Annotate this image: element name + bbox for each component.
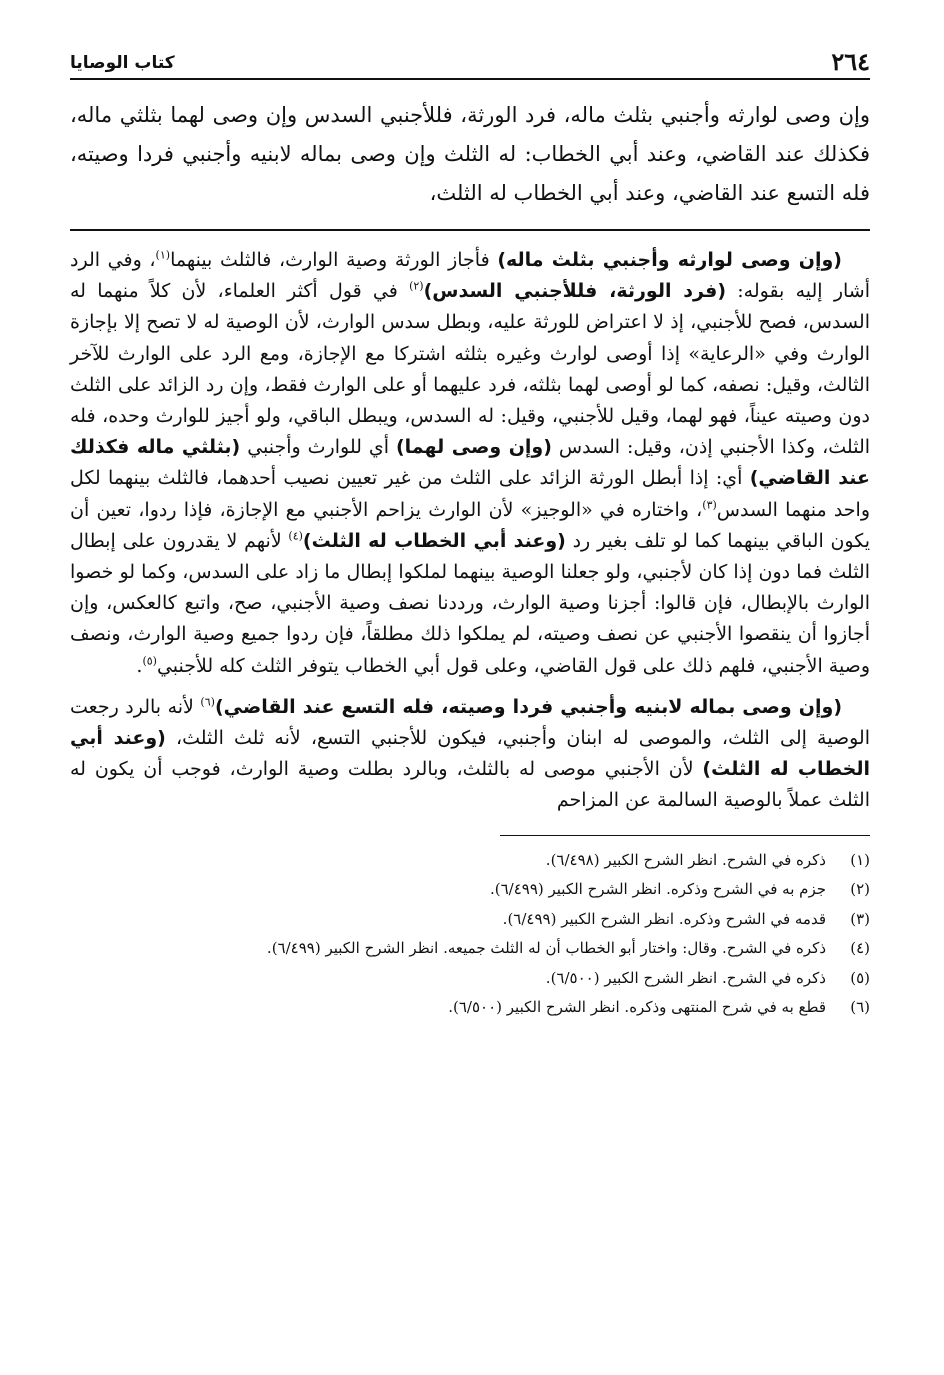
commentary-text: ، وفي الرد أشار إليه بقوله: [70, 249, 870, 303]
matn-quote: (وإن وصى لوارثه وأجنبي بثلث ماله) [497, 249, 842, 271]
running-header [70, 38, 870, 74]
footnote-text: قطع به في شرح المنتهى وذكره. انظر الشرح الكبير (٦/٥٠٠). [448, 998, 826, 1017]
matn-separator-rule [70, 229, 870, 231]
footnote [70, 846, 870, 876]
footnote [70, 964, 870, 994]
footnote-ref: (٤) [288, 529, 303, 543]
matn-text-block [70, 96, 870, 213]
commentary-text: أي للوارث وأجنبي [240, 436, 396, 459]
footnote-text: قدمه في الشرح وذكره. انظر الشرح الكبير (٦/٤٩٩). [502, 909, 826, 928]
commentary-text: لأن الأجنبي موصى له بالثلث، وبالرد بطلت وصية الوارث، فوجب أن يكون له الثلث عملاً بالوصية السالمة عن المزاحم [70, 758, 870, 812]
footnote-ref: (٦) [200, 695, 215, 709]
book-title: كتاب الوصايا [70, 53, 175, 73]
matn-quote: (وعند أبي الخطاب له الثلث) [302, 529, 566, 552]
footnote-number: (٤) [850, 939, 870, 958]
footnote [70, 875, 870, 905]
matn-quote: (فرد الورثة، فللأجنبي السدس) [423, 280, 727, 303]
commentary-paragraph-2 [70, 692, 870, 817]
commentary-text: أي: إذا أبطل الورثة الزائد على الثلث من غير تعيين نصيب أحدهما، فالثلث بينهما لكل واحد منهما السدس [70, 467, 870, 521]
footnote-number: (٢) [850, 880, 870, 899]
matn-quote: (وعند أبي الخطاب له الثلث) [70, 727, 870, 781]
footnote-ref: (٥) [142, 654, 157, 668]
footnote-number: (٦) [850, 998, 870, 1017]
book-page [70, 38, 870, 1338]
commentary-text: ، واختاره في «الوجيز» لأن الوارث يزاحم الأجنبي مع الإجازة، فإذا ردوا، تعين أن يكون الباقي بينهما كما لو تلف بغير رد [70, 498, 870, 552]
commentary-paragraph-1 [70, 245, 870, 682]
page-number: ٢٦٤ [831, 47, 870, 76]
commentary-block [70, 245, 870, 817]
footnote-text: ذكره في الشرح. انظر الشرح الكبير (٦/٤٩٨). [545, 850, 826, 869]
commentary-text: في قول أكثر العلماء، لأن كلاً منهما له السدس، فصح للأجنبي، إذ لا اعتراض للورثة عليه، وبطل سدس الوارث، لأن الوصية له لا تصح إلا بإجازة الوارث وفي «الرعاية» إذا أوصى لوارث وغيره بثلثه اشتركا مع الإجازة، ومع الرد على الوارث للآخر الثالث، وقيل: نصفه، كما لو أوصى لهما بثلثه، فرد عليهما أو على الوارث فقط، وإن رد الزائد على الثلث دون وصيته عيناً، فهو لهما، وقيل للأجنبي، وقيل: له السدس، ويبطل الباقي، ولو أجيز للوارث وحده، فله الثلث، وكذا الأجنبي إذن، وقيل: السدس [70, 280, 871, 459]
footnote-text: جزم به في الشرح وذكره. انظر الشرح الكبير (٦/٤٩٩). [489, 880, 826, 899]
footnote-ref: (٢) [409, 279, 424, 293]
matn-quote: (وإن وصى بماله لابنيه وأجنبي فردا وصيته، فله التسع عند القاضي) [214, 695, 843, 718]
matn-paragraph: وإن وصى لوارثه وأجنبي بثلث ماله، فرد الورثة، فللأجنبي السدس وإن وصى لهما بثلثي ماله، فكذلك عند القاضي، وعند أبي الخطاب: له الثلث وإن وصى بماله لابنيه وأجنبي فردا وصيته، فله التسع عند القاضي، وعند أبي الخطاب له الثلث، [70, 103, 870, 205]
commentary-text: لأنهم لا يقدرون على إبطال الثلث فما دون إذا كان لأجنبي، ولو جعلنا الوصية بينهما لملكوا إبطال ما زاد على السدس، وكما لو خصوا الوارث بالإبطال، فإن قالوا: أجزنا وصية الوارث، ورددنا نصف وصية الأجنبي، صح، واتبع كالعكس، وإن أجازوا أن ينقصوا الأجنبي عن نصف وصيته، لم يملكوا ذلك مطلقاً، فإن ردوا جميع وصية الوارث، ونصف وصية الأجنبي، فلهم ذلك على قول القاضي، وعلى قول أبي الخطاب يتوفر الثلث كله للأجنبي [70, 529, 870, 677]
footnote-ref: (٣) [702, 498, 717, 512]
footnote [70, 934, 870, 964]
footnotes-list [70, 846, 870, 1023]
commentary-text: لأنه بالرد رجعت الوصية إلى الثلث، والموصى له ابنان وأجنبي، فيكون للأجنبي التسع، لأنه ثلث الثلث، [70, 695, 870, 750]
commentary-text: . [136, 654, 143, 677]
header-rule [70, 78, 870, 80]
footnote-text: ذكره في الشرح. انظر الشرح الكبير (٦/٥٠٠). [545, 968, 826, 987]
matn-quote: (بثلثي ماله فكذلك عند القاضي) [70, 436, 870, 490]
footnote-number: (٥) [850, 968, 870, 987]
footnote-text: ذكره في الشرح. وقال: واختار أبو الخطاب أن له الثلث جميعه. انظر الشرح الكبير (٦/٤٩٩). [266, 939, 826, 958]
footnote [70, 905, 870, 935]
footnote-rule [500, 835, 870, 836]
commentary-text: فأجاز الورثة وصية الوارث، فالثلث بينهما [170, 249, 498, 271]
matn-quote: (وإن وصى لهما) [395, 436, 552, 459]
footnote [70, 993, 870, 1023]
footnote-number: (١) [850, 850, 870, 869]
footnote-number: (٣) [850, 909, 870, 928]
footnote-ref: (١) [155, 248, 171, 262]
